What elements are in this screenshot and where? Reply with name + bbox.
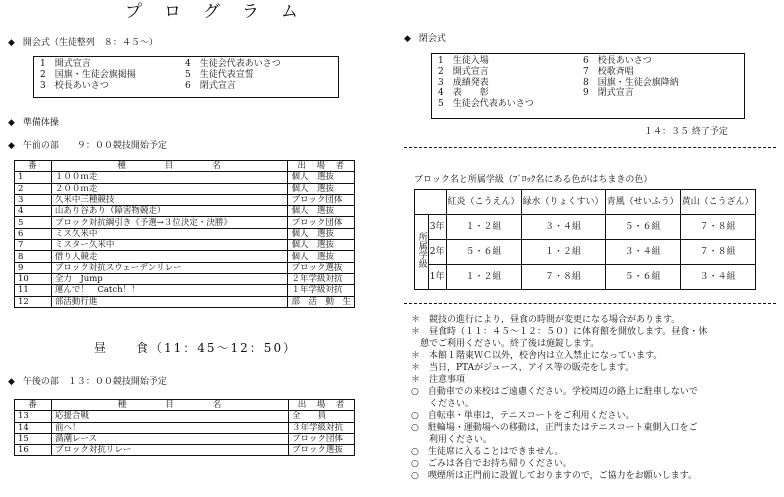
event-number: 16 — [15, 445, 52, 456]
table-row — [15, 172, 355, 183]
event-participants: 個人 選抜 — [288, 172, 355, 183]
blocks-row — [415, 240, 756, 265]
lunch-label: 昼 食（11：45～12：50） — [94, 341, 298, 355]
table-row — [15, 296, 355, 307]
event-name: ブロック対抗綱引き《予選→３位決定・決勝》 — [51, 217, 288, 228]
warmup-heading: ◆ 準備体操 — [8, 118, 59, 129]
event-participants: ブロック選抜 — [289, 445, 355, 456]
event-participants: ブロック団体 — [288, 194, 355, 205]
note-line: ○ 生徒席に入ることはできません。 — [411, 447, 564, 457]
event-number: 12 — [15, 296, 52, 307]
blocks-caption: ブロック名と所属学級（ﾌﾞﾛｯｸ名にある色がはちまきの色） — [414, 175, 653, 185]
note-line: ＊ 当日，PTAがジュース，アイス等の販売をします。 — [411, 363, 635, 373]
end-time: １４：３５ 終了予定 — [644, 127, 728, 137]
opening-items — [40, 59, 332, 91]
table-row — [15, 411, 355, 422]
block-cell: １・２組 — [521, 240, 605, 265]
block-cell: ３・４組 — [680, 265, 755, 290]
block-cell: ５・６組 — [605, 215, 680, 240]
block-cell: ７・８組 — [680, 240, 755, 265]
event-number: 2 — [15, 183, 52, 194]
event-participants: 個人 選抜 — [288, 251, 355, 262]
event-name: 運んで！ Catch！！ — [51, 285, 288, 296]
note-line: ください。 — [411, 399, 475, 409]
event-name: ブロック対抗スウェーデンリレー — [51, 262, 288, 273]
event-participants: 個人 選抜 — [288, 206, 355, 217]
note-line: ＊ 注意事項 — [411, 375, 466, 385]
page-title: プログラム — [125, 2, 320, 22]
closing-item: 7 校歌斉唱 — [583, 66, 634, 77]
event-name: 前へ！ — [52, 422, 289, 433]
block-cell: ５・６組 — [605, 265, 680, 290]
closing-item: 2 開式宣言 — [438, 66, 489, 77]
event-name: ミスター久米中 — [51, 240, 288, 251]
event-participants: ブロック団体 — [289, 433, 355, 444]
blocks-header-row — [415, 190, 756, 215]
header-event: 種 目 名 — [52, 400, 289, 411]
event-participants: １年学級対抗 — [288, 285, 355, 296]
event-name: ブロック対抗リレー — [52, 445, 289, 456]
note-line: ○ 駐輪場・運動場への移動は，正門またはテニスコート東側入口をご — [411, 423, 698, 433]
closing-heading: ◆ 閉会式 — [404, 34, 446, 45]
closing-item: 5 生徒会代表あいさつ — [438, 99, 534, 110]
blocks-row — [415, 215, 756, 240]
event-name: 全力 Jump — [51, 273, 288, 284]
event-participants: ３年学級対抗 — [289, 422, 355, 433]
note-line: ＊ 昼食時（１１：４５～１２：５０）に体育館を開放します。昼食・休 — [411, 327, 708, 337]
notes-list — [411, 314, 781, 482]
event-number: 8 — [15, 251, 52, 262]
table-row — [15, 217, 355, 228]
closing-item: 1 生徒入場 — [438, 56, 489, 66]
opening-item: 2 国旗・生徒会旗掲揚 — [40, 69, 136, 80]
event-participants: ブロック団体 — [288, 217, 355, 228]
event-name: 部活動行進 — [51, 296, 288, 307]
closing-items — [438, 56, 738, 110]
opening-item: 6 閉式宣言 — [185, 80, 236, 91]
table-row — [15, 433, 355, 444]
event-name: 久米中三種競技 — [51, 194, 288, 205]
table-header-row — [15, 161, 355, 172]
event-participants: 部 活 動 生 — [288, 296, 355, 307]
blocks-row — [415, 265, 756, 290]
table-row — [15, 228, 355, 239]
table-row — [15, 206, 355, 217]
event-name: 借り人競走 — [51, 251, 288, 262]
block-cell: ５・６組 — [446, 240, 521, 265]
closing-item: 6 校長あいさつ — [583, 56, 652, 66]
afternoon-rows — [15, 411, 355, 456]
grade-label: 1年 — [428, 265, 446, 290]
event-participants: 個人 選抜 — [288, 228, 355, 239]
table-header-row — [15, 400, 355, 411]
closing-item: 3 成績発表 — [438, 77, 489, 88]
event-name: 応援合戦 — [52, 411, 289, 422]
afternoon-heading: ◆ 午後の部 １３：００競技開始予定 — [8, 377, 167, 388]
morning-rows — [15, 172, 355, 308]
event-number: 15 — [15, 433, 52, 444]
block-cell: ３・４組 — [521, 215, 605, 240]
event-number: 10 — [15, 273, 52, 284]
event-participants: ブロック選抜 — [288, 262, 355, 273]
note-line: ＊ 競技の進行により，昼食の時間が変更になる場合があります。 — [411, 315, 681, 325]
grade-label: 3年 — [428, 215, 446, 240]
morning-table — [14, 160, 355, 308]
opening-item: 4 生徒会代表あいさつ — [185, 59, 281, 69]
event-number: 14 — [15, 422, 52, 433]
table-row — [15, 240, 355, 251]
header-number: 番 — [15, 161, 52, 172]
note-line: ○ 喫煙所は正門前に設置しておりますので，ご協力をお願いします。 — [411, 471, 697, 481]
afternoon-table — [14, 399, 355, 456]
block-name: 緑水（りょくすい） — [521, 190, 605, 215]
block-cell: ７・８組 — [680, 215, 755, 240]
event-number: 1 — [15, 172, 52, 183]
block-cell: ３・４組 — [605, 240, 680, 265]
divider — [404, 147, 776, 148]
table-row — [15, 183, 355, 194]
event-number: 5 — [15, 217, 52, 228]
table-row — [15, 251, 355, 262]
header-participants: 出 場 者 — [288, 161, 355, 172]
header-event: 種 目 名 — [51, 161, 288, 172]
side-label: 所属学級 — [416, 232, 427, 269]
event-participants: 全 員 — [289, 411, 355, 422]
event-number: 13 — [15, 411, 52, 422]
closing-item: 4 表 彰 — [438, 88, 489, 99]
block-name: 紅炎（こうえん） — [446, 190, 521, 215]
header-number: 番 — [15, 400, 52, 411]
closing-item: 9 閉式宣言 — [583, 88, 634, 99]
table-row — [15, 262, 355, 273]
event-name: １００ｍ走 — [51, 172, 288, 183]
opening-item: 3 校長あいさつ — [40, 80, 109, 91]
event-participants: 個人 選抜 — [288, 183, 355, 194]
event-name: 渦潮レース — [52, 433, 289, 444]
side-label-cell — [415, 215, 429, 290]
block-name: 黄山（こうざん） — [680, 190, 755, 215]
event-name: ２００ｍ走 — [51, 183, 288, 194]
event-participants: ２年学級対抗 — [288, 273, 355, 284]
block-name: 青風（せいふう） — [605, 190, 680, 215]
event-name: 山あり谷あり（障害物競走） — [51, 206, 288, 217]
table-row — [15, 285, 355, 296]
note-line: 憩でご利用ください。終了後は施錠します。 — [411, 339, 600, 349]
note-line: ○ 自動車での来校はご遠慮ください。学校周辺の路上に駐車しないで — [411, 387, 698, 397]
note-line: ＊ 本館１階東ＷＣ以外，校舎内は立入禁止になっています。 — [411, 351, 663, 361]
closing-item — [583, 99, 738, 110]
event-participants: 個人 選抜 — [288, 240, 355, 251]
grade-label: 2年 — [428, 240, 446, 265]
note-line: ○ ごみは各自でお持ち帰りください。 — [411, 459, 572, 469]
block-cell: １・２組 — [446, 265, 521, 290]
event-name: ミス久米中 — [51, 228, 288, 239]
note-line: ○ 自転車・単車は，テニスコートをご利用ください。 — [411, 411, 635, 421]
table-row — [15, 422, 355, 433]
block-cell: ７・８組 — [521, 265, 605, 290]
opening-item: 5 生徒代表宣誓 — [185, 69, 254, 80]
opening-box — [33, 56, 339, 98]
event-number: 7 — [15, 240, 52, 251]
block-cell: １・２組 — [446, 215, 521, 240]
opening-item: 1 開式宣言 — [40, 59, 91, 69]
header-participants: 出 場 者 — [289, 400, 355, 411]
event-number: 11 — [15, 285, 52, 296]
table-row — [15, 445, 355, 456]
blocks-table — [414, 189, 756, 290]
table-row — [15, 273, 355, 284]
closing-item: 8 国旗・生徒会旗降納 — [583, 77, 679, 88]
event-number: 4 — [15, 206, 52, 217]
event-number: 9 — [15, 262, 52, 273]
note-line: 利用ください。 — [411, 435, 493, 445]
table-row — [15, 194, 355, 205]
event-number: 6 — [15, 228, 52, 239]
event-number: 3 — [15, 194, 52, 205]
closing-box — [431, 53, 745, 119]
morning-heading: ◆ 午前の部 ９：００競技開始予定 — [8, 141, 167, 152]
blocks-corner — [415, 190, 447, 215]
divider — [404, 303, 776, 304]
opening-heading: ◆ 開会式（生徒整列 ８：４５～） — [8, 38, 158, 49]
